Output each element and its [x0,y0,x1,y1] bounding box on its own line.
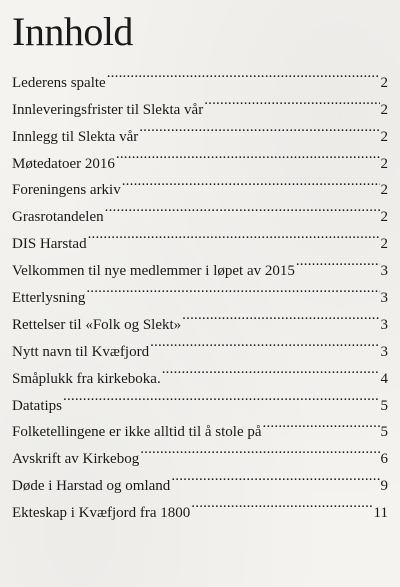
toc-entry-label: Velkommen til nye medlemmer i løpet av 2015 [12,263,295,280]
toc-entry-label: Småplukk fra kirkeboka. [12,370,161,387]
toc-entry-label: DIS Harstad [12,236,87,253]
toc-page-number: 5 [380,424,388,441]
toc-page-number: 3 [380,263,388,280]
toc-page-number: 3 [380,290,388,307]
toc-dot-leader [116,141,380,168]
toc-page-number: 2 [380,128,388,145]
toc-page-number: 9 [380,478,388,495]
toc-entry-label: Lederens spalte [12,74,106,91]
toc-page-number: 2 [380,209,388,226]
toc-page-number: 6 [380,451,388,468]
toc-entry-label: Ekteskap i Kvæfjord fra 1800 [12,505,191,522]
toc-dot-leader [204,87,379,114]
toc-entry-label: Etterlysning [12,290,86,307]
toc-entry-label: Foreningens arkiv [12,182,121,199]
toc-entry-label: Innlegg til Slekta vår [12,128,139,145]
toc-entry-label: Folketellingene er ikke alltid til å stole på [12,424,262,441]
toc-dot-leader [182,302,379,329]
toc-page-number: 4 [380,370,388,387]
table-of-contents [12,60,388,522]
toc-dot-leader [263,410,380,437]
toc-entry-label: Avskrift av Kirkebog [12,451,140,468]
toc-dot-leader [171,463,379,490]
toc-page-number: 2 [380,155,388,172]
toc-dot-leader [122,168,380,195]
toc-dot-leader [150,329,379,356]
toc-page-number: 2 [380,182,388,199]
toc-dot-leader [140,436,379,463]
toc-dot-leader [107,60,380,87]
toc-dot-leader [88,221,380,248]
toc-entry[interactable] [12,383,388,414]
toc-page-number: 2 [380,101,388,118]
toc-dot-leader [139,114,379,141]
toc-page-number: 2 [380,74,388,91]
toc-dot-leader [63,383,380,410]
toc-entry-label: Datatips [12,397,62,414]
toc-dot-leader [191,490,372,517]
toc-entry[interactable] [12,410,388,441]
toc-page-number: 3 [380,316,388,333]
toc-page-number: 5 [380,397,388,414]
toc-entry-label: Døde i Harstad og omland [12,478,171,495]
toc-page-number: 11 [373,505,388,522]
toc-dot-leader [296,248,380,275]
toc-entry-label: Rettelser til «Folk og Slekt» [12,316,182,333]
toc-entry-label: Grasrotandelen [12,209,104,226]
toc-entry-label: Møtedatoer 2016 [12,155,115,172]
toc-entry[interactable] [12,60,388,91]
toc-dot-leader [162,356,380,383]
toc-dot-leader [105,194,380,221]
toc-entry-label: Innleveringsfrister til Slekta vår [12,101,204,118]
toc-page-number: 3 [380,343,388,360]
toc-entry-label: Nytt navn til Kvæfjord [12,343,150,360]
toc-dot-leader [86,275,379,302]
toc-page-number: 2 [380,236,388,253]
page-title: Innhold [12,9,133,54]
